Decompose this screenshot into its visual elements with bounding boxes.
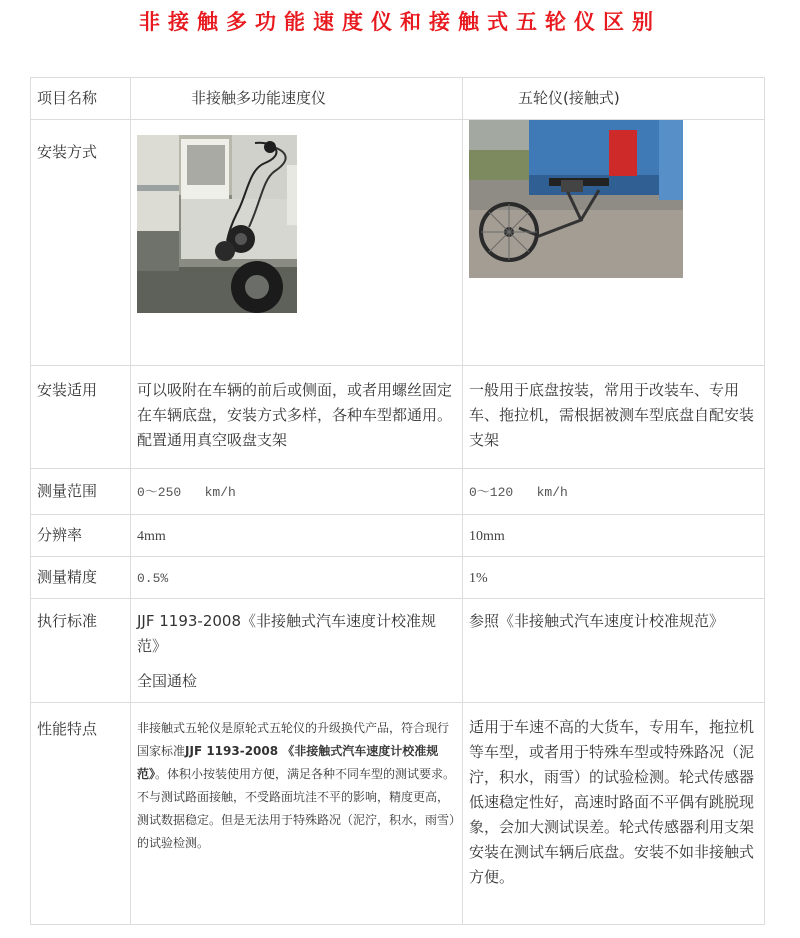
row-label-features: 性能特点 <box>31 703 131 925</box>
table-row <box>31 366 765 469</box>
fivewheel-accuracy <box>463 557 765 599</box>
fivewheel-install-fit: 一般用于底盘按装，常用于改装车、专用车、拖拉机，需根据被测车型底盘自配安装支架 <box>463 366 765 469</box>
row-label-accuracy: 测量精度 <box>31 557 131 599</box>
noncontact-features-standard: JJF 1193-2008 《非接触式汽车速度计校准规范》 <box>137 744 439 781</box>
noncontact-range <box>131 469 463 515</box>
noncontact-features-part1: 非接触式五轮仪是原轮式五轮仪的升级换代产品，符合现行国家标准 <box>137 721 450 758</box>
five-wheel-photo <box>469 120 683 278</box>
fivewheel-accuracy-value: 1% <box>469 571 488 586</box>
fivewheel-resolution <box>463 515 765 557</box>
table-row <box>31 599 765 703</box>
row-label-install-fit: 安装适用 <box>31 366 131 469</box>
comparison-table <box>30 77 765 925</box>
noncontact-features-part2: 。体积小按装使用方便，满足各种不同车型的测试要求。不与测试路面接触，不受路面坑洼不平的影响，精度更高，测试数据稳定。但是无法用于特殊路况（泥泞，积水，雨雪）的试验检测。 <box>137 767 456 850</box>
noncontact-accuracy <box>131 557 463 599</box>
row-label-standard: 执行标准 <box>31 599 131 703</box>
table-row <box>31 557 765 599</box>
noncontact-features-text <box>137 717 456 855</box>
noncontact-range-value: 0～250 km/h <box>137 485 236 500</box>
table-row <box>31 515 765 557</box>
fivewheel-range-value: 0～120 km/h <box>469 485 568 500</box>
table-row <box>31 469 765 515</box>
page-title: 非接触多功能速度仪和接触式五轮仪区别 <box>139 10 661 34</box>
fivewheel-range <box>463 469 765 515</box>
noncontact-standard-cell <box>131 599 463 703</box>
noncontact-photo-cell <box>131 120 463 366</box>
header-fivewheel: 五轮仪(接触式) <box>463 78 765 120</box>
header-noncontact: 非接触多功能速度仪 <box>131 78 463 120</box>
noncontact-standard-note: 全国通检 <box>137 672 198 690</box>
noncontact-resolution-value: 4mm <box>137 529 166 544</box>
noncontact-accuracy-value: 0.5% <box>137 571 169 586</box>
table-row <box>31 703 765 925</box>
noncontact-features <box>131 703 463 925</box>
fivewheel-standard: 参照《非接触式汽车速度计校准规范》 <box>463 599 765 703</box>
table-header-row <box>31 78 765 120</box>
truck-side-mount-photo <box>137 135 297 313</box>
row-label-resolution: 分辨率 <box>31 515 131 557</box>
noncontact-resolution <box>131 515 463 557</box>
noncontact-standard: JJF 1193-2008《非接触式汽车速度计校准规范》 <box>137 612 437 655</box>
fivewheel-features: 适用于车速不高的大货车，专用车，拖拉机等车型，或者用于特殊车型或特殊路况（泥泞，积水，雨雪）的试验检测。轮式传感器低速稳定性好，高速时路面不平偶有跳脱现象，会加大测试误差。轮式传感器利用支架安装在测试车辆后底盘。安装不如非接触式方便。 <box>463 703 765 925</box>
fivewheel-resolution-value: 10mm <box>469 529 505 544</box>
header-item-name: 项目名称 <box>31 78 131 120</box>
row-label-install-method: 安装方式 <box>31 120 131 366</box>
table-row <box>31 120 765 366</box>
row-label-range: 测量范围 <box>31 469 131 515</box>
fivewheel-photo-cell <box>463 120 765 366</box>
noncontact-install-fit: 可以吸附在车辆的前后或侧面，或者用螺丝固定在车辆底盘，安装方式多样，各种车型都通用。配置通用真空吸盘支架 <box>131 366 463 469</box>
